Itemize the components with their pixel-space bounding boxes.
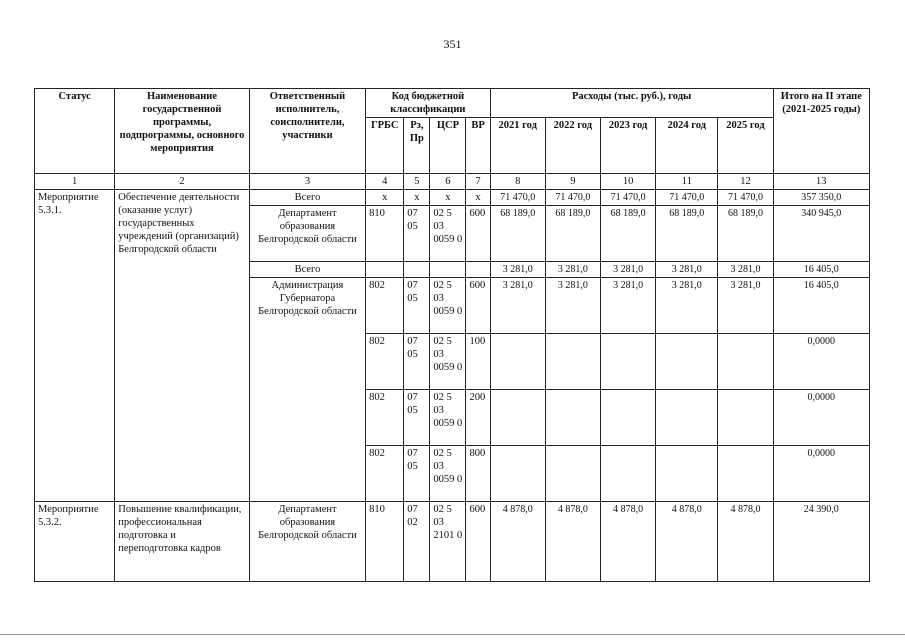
value-2024: 71 470,0 [656, 190, 718, 206]
value-2024: 3 281,0 [656, 278, 718, 334]
header-2025: 2025 год [718, 118, 773, 174]
csr-cell: 02 5 03 0059 0 [430, 334, 466, 390]
header-rz: Рз, Пр [404, 118, 430, 174]
value-2023: 3 281,0 [600, 278, 655, 334]
header-status: Статус [35, 89, 115, 174]
vr-cell [466, 262, 490, 278]
header-2023: 2023 год [600, 118, 655, 174]
index-cell: 1 [35, 174, 115, 190]
page-number: 351 [443, 37, 462, 51]
value-2022: 3 281,0 [545, 278, 600, 334]
rz-cell: 07 05 [404, 446, 430, 502]
grbs-cell: 802 [366, 334, 404, 390]
csr-cell: 02 5 03 2101 0 [430, 502, 466, 582]
measure-name: Обеспечение деятельности (оказание услуг) государственных учреждений (организаций) Белгородской области [115, 190, 249, 502]
grbs-cell [366, 262, 404, 278]
header-2024: 2024 год [656, 118, 718, 174]
vr-cell: 600 [466, 278, 490, 334]
header-total: Итого на II этапе (2021-2025 годы) [773, 89, 869, 174]
grbs-cell: x [366, 190, 404, 206]
rz-cell: 07 02 [404, 502, 430, 582]
rz-cell: 07 05 [404, 390, 430, 446]
value-2025 [718, 334, 773, 390]
value-total: 16 405,0 [773, 278, 869, 334]
table-row [35, 502, 870, 582]
table-row [35, 190, 870, 206]
value-2025: 71 470,0 [718, 190, 773, 206]
csr-cell: 02 5 03 0059 0 [430, 278, 466, 334]
header-vr: ВР [466, 118, 490, 174]
budget-table [34, 88, 870, 582]
measure-status: Мероприятие 5.3.2. [35, 502, 115, 582]
header-csr: ЦСР [430, 118, 466, 174]
header-2021: 2021 год [490, 118, 545, 174]
responsible-cell: Всего [249, 190, 365, 206]
index-cell: 11 [656, 174, 718, 190]
value-total: 0,0000 [773, 390, 869, 446]
value-2025 [718, 446, 773, 502]
responsible-cell: Администрация Губернатора Белгородской области [249, 278, 365, 502]
csr-cell: 02 5 03 0059 0 [430, 206, 466, 262]
index-cell: 7 [466, 174, 490, 190]
rz-cell: 07 05 [404, 278, 430, 334]
value-total: 16 405,0 [773, 262, 869, 278]
value-2021: 68 189,0 [490, 206, 545, 262]
grbs-cell: 810 [366, 502, 404, 582]
value-2021: 3 281,0 [490, 278, 545, 334]
value-2022 [545, 390, 600, 446]
index-cell: 6 [430, 174, 466, 190]
value-2023 [600, 446, 655, 502]
value-2021: 4 878,0 [490, 502, 545, 582]
responsible-cell: Департамент образования Белгородской области [249, 502, 365, 582]
value-2024: 4 878,0 [656, 502, 718, 582]
index-cell: 10 [600, 174, 655, 190]
csr-cell: 02 5 03 0059 0 [430, 446, 466, 502]
value-2022: 68 189,0 [545, 206, 600, 262]
value-2021: 71 470,0 [490, 190, 545, 206]
index-cell: 8 [490, 174, 545, 190]
value-2024 [656, 334, 718, 390]
responsible-cell: Всего [249, 262, 365, 278]
value-2025: 4 878,0 [718, 502, 773, 582]
csr-cell: 02 5 03 0059 0 [430, 390, 466, 446]
csr-cell: x [430, 190, 466, 206]
value-2022: 4 878,0 [545, 502, 600, 582]
index-cell: 5 [404, 174, 430, 190]
value-2023 [600, 390, 655, 446]
vr-cell: 200 [466, 390, 490, 446]
header-responsible: Ответственный исполнитель, соисполнители, участники [249, 89, 365, 174]
value-2025 [718, 390, 773, 446]
index-cell: 3 [249, 174, 365, 190]
index-row [35, 174, 870, 190]
vr-cell: 600 [466, 502, 490, 582]
measure-name: Повышение квалификации, профессиональная подготовка и переподготовка кадров [115, 502, 249, 582]
value-total: 357 350,0 [773, 190, 869, 206]
value-total: 340 945,0 [773, 206, 869, 262]
value-2025: 68 189,0 [718, 206, 773, 262]
value-2023 [600, 334, 655, 390]
header-2022: 2022 год [545, 118, 600, 174]
vr-cell: x [466, 190, 490, 206]
value-total: 0,0000 [773, 334, 869, 390]
value-2025: 3 281,0 [718, 278, 773, 334]
value-total: 24 390,0 [773, 502, 869, 582]
value-2022: 3 281,0 [545, 262, 600, 278]
value-2022 [545, 446, 600, 502]
value-2025: 3 281,0 [718, 262, 773, 278]
value-2021 [490, 390, 545, 446]
header-name: Наименование государственной программы, подпрограммы, основного мероприятия [115, 89, 249, 174]
value-2022: 71 470,0 [545, 190, 600, 206]
value-total: 0,0000 [773, 446, 869, 502]
rz-cell [404, 262, 430, 278]
vr-cell: 600 [466, 206, 490, 262]
rz-cell: 07 05 [404, 334, 430, 390]
grbs-cell: 802 [366, 446, 404, 502]
header-grbs: ГРБС [366, 118, 404, 174]
value-2024 [656, 446, 718, 502]
value-2021 [490, 446, 545, 502]
index-cell: 4 [366, 174, 404, 190]
vr-cell: 800 [466, 446, 490, 502]
value-2023: 68 189,0 [600, 206, 655, 262]
value-2023: 71 470,0 [600, 190, 655, 206]
value-2023: 4 878,0 [600, 502, 655, 582]
vr-cell: 100 [466, 334, 490, 390]
value-2021 [490, 334, 545, 390]
header-row-1 [35, 89, 870, 118]
header-budget-code: Код бюджетной классификации [366, 89, 490, 118]
index-cell: 9 [545, 174, 600, 190]
value-2024: 3 281,0 [656, 262, 718, 278]
header-expenses: Расходы (тыс. руб.), годы [490, 89, 773, 118]
value-2024 [656, 390, 718, 446]
rz-cell: x [404, 190, 430, 206]
value-2023: 3 281,0 [600, 262, 655, 278]
grbs-cell: 810 [366, 206, 404, 262]
responsible-cell: Департамент образования Белгородской области [249, 206, 365, 262]
scan-edge-line [0, 634, 905, 635]
grbs-cell: 802 [366, 278, 404, 334]
measure-status: Мероприятие 5.3.1. [35, 190, 115, 502]
grbs-cell: 802 [366, 390, 404, 446]
index-cell: 12 [718, 174, 773, 190]
value-2022 [545, 334, 600, 390]
index-cell: 2 [115, 174, 249, 190]
csr-cell [430, 262, 466, 278]
value-2021: 3 281,0 [490, 262, 545, 278]
rz-cell: 07 05 [404, 206, 430, 262]
index-cell: 13 [773, 174, 869, 190]
value-2024: 68 189,0 [656, 206, 718, 262]
